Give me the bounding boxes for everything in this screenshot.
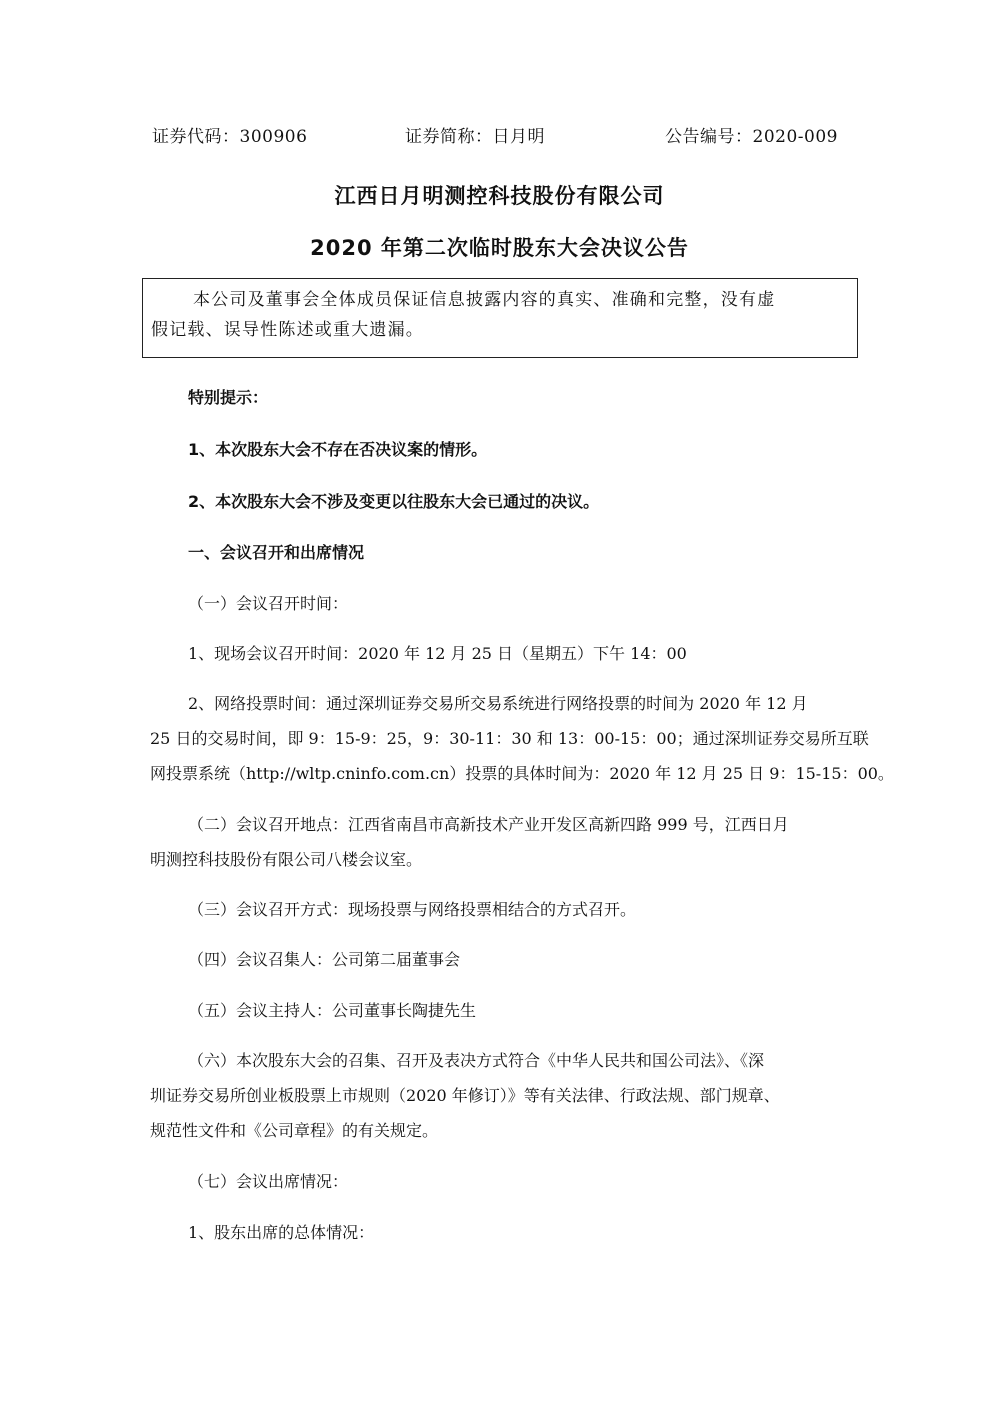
notice-line-1: 本公司及董事会全体成员保证信息披露内容的真实、准确和完整，没有虚 bbox=[193, 290, 776, 310]
company-title: 江西日月明测控科技股份有限公司 bbox=[334, 184, 665, 208]
announcement-number: 公告编号：2020-009 bbox=[665, 127, 838, 147]
network-voting-line-3: 网投票系统（http://wltp.cninfo.com.cn）投票的具体时间为：2020 年 12 月 25 日 9：15-15：00。 bbox=[150, 764, 894, 783]
meeting-location-line-1: （二）会议召开地点：江西省南昌市高新技术产业开发区高新四路 999 号，江西日月 bbox=[188, 815, 789, 834]
section-heading-meeting: 一、会议召开和出席情况 bbox=[188, 543, 365, 562]
special-notice-item-1: 1、本次股东大会不存在否决议案的情形。 bbox=[188, 440, 488, 459]
legal-compliance-line-2: 圳证券交易所创业板股票上市规则（2020 年修订）》等有关法律、行政法规、部门规章、 bbox=[150, 1086, 780, 1105]
securities-short-name: 证券简称：日月明 bbox=[405, 127, 545, 147]
disclosure-notice-box bbox=[142, 278, 858, 358]
special-notice-item-2: 2、本次股东大会不涉及变更以往股东大会已通过的决议。 bbox=[188, 492, 600, 511]
attendance-item-1: 1、股东出席的总体情况： bbox=[188, 1223, 375, 1242]
meeting-host: （五）会议主持人：公司董事长陶捷先生 bbox=[188, 1001, 477, 1020]
meeting-location-line-2: 明测控科技股份有限公司八楼会议室。 bbox=[150, 850, 423, 869]
meeting-time-heading: （一）会议召开时间： bbox=[188, 594, 349, 613]
legal-compliance-line-1: （六）本次股东大会的召集、召开及表决方式符合《中华人民共和国公司法》、《深 bbox=[188, 1051, 765, 1070]
attendance-heading: （七）会议出席情况： bbox=[188, 1172, 349, 1191]
special-notice-heading: 特别提示： bbox=[188, 388, 269, 407]
onsite-meeting-time: 1、现场会议召开时间：2020 年 12 月 25 日（星期五）下午 14：00 bbox=[188, 644, 687, 663]
securities-code: 证券代码：300906 bbox=[152, 127, 308, 147]
notice-line-2: 假记载、误导性陈述或重大遗漏。 bbox=[151, 320, 424, 340]
network-voting-line-2: 25 日的交易时间，即 9：15-9：25，9：30-11：30 和 13：00-15：00；通过深圳证券交易所互联 bbox=[150, 729, 869, 748]
meeting-method: （三）会议召开方式：现场投票与网络投票相结合的方式召开。 bbox=[188, 900, 637, 919]
meeting-convener: （四）会议召集人：公司第二届董事会 bbox=[188, 950, 461, 969]
announcement-title: 2020 年第二次临时股东大会决议公告 bbox=[310, 236, 689, 260]
legal-compliance-line-3: 规范性文件和《公司章程》的有关规定。 bbox=[150, 1121, 439, 1140]
network-voting-line-1: 2、网络投票时间：通过深圳证券交易所交易系统进行网络投票的时间为 2020 年 12 月 bbox=[188, 694, 808, 713]
